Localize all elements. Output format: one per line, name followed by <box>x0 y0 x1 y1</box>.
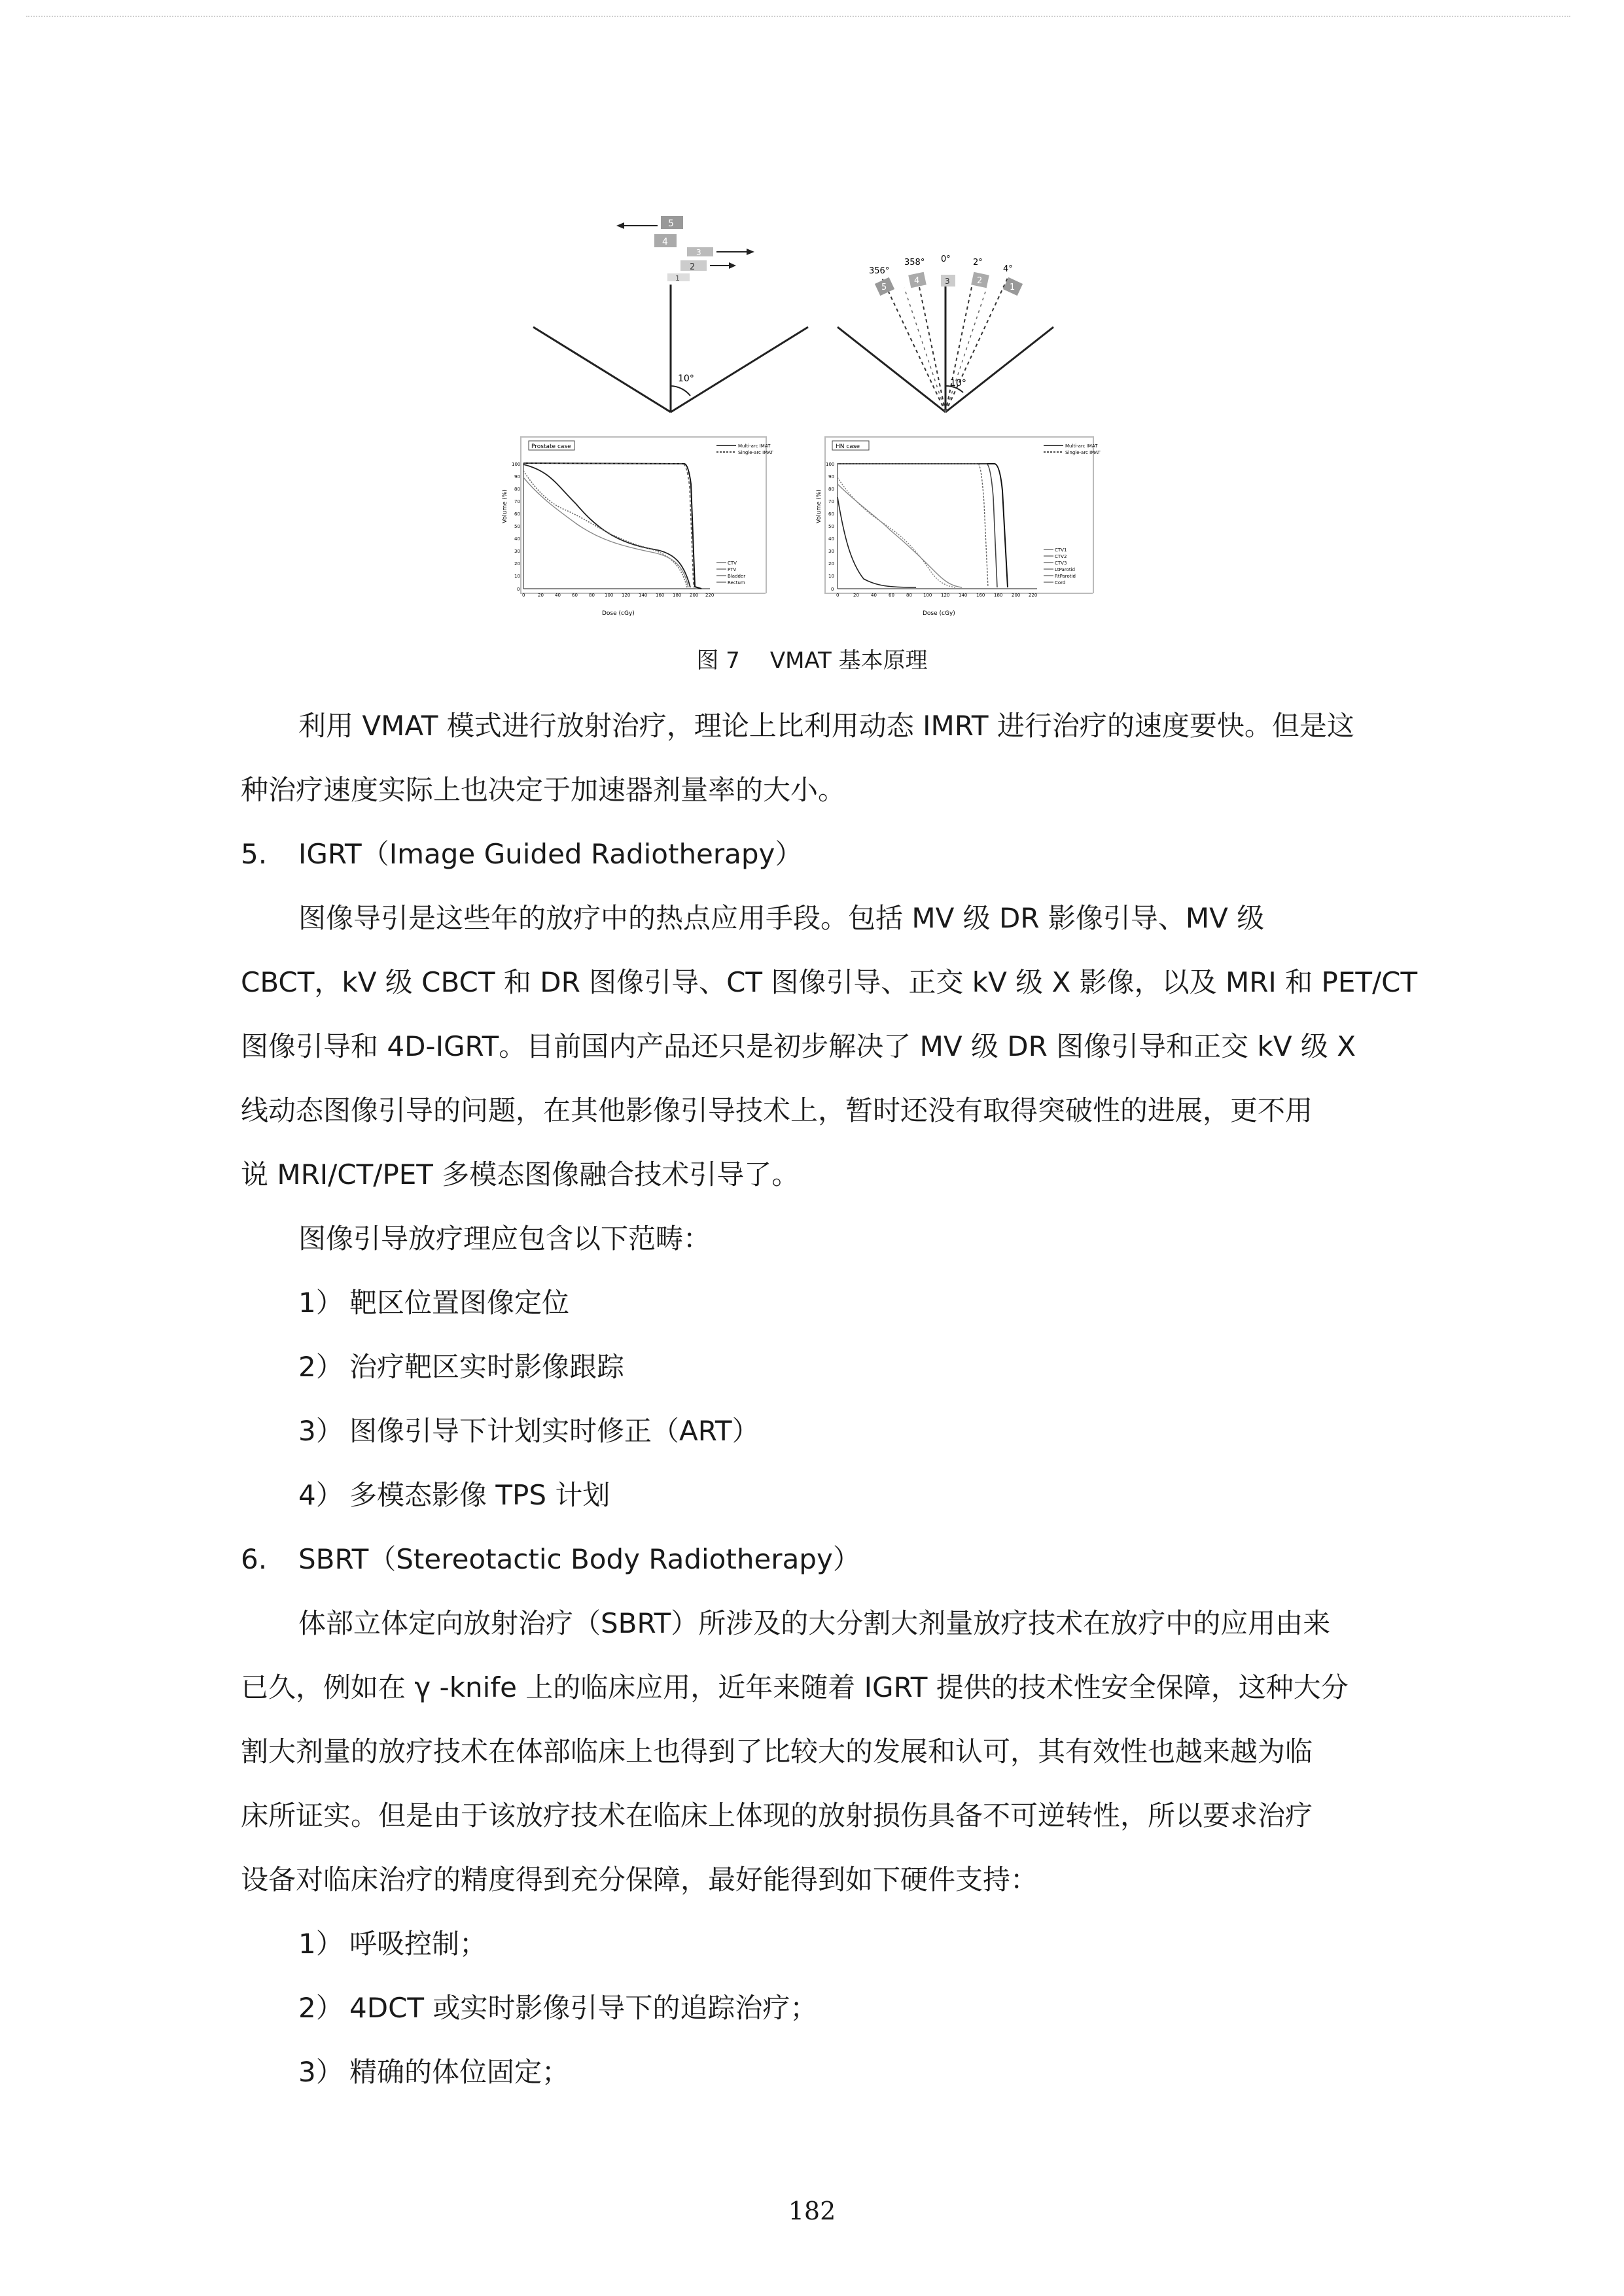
left-ytick-0: 0 <box>517 587 520 592</box>
right-organ-ltparotid: LtParotid <box>1055 567 1075 572</box>
right-xtick-200: 200 <box>1012 593 1021 598</box>
left-legend-single: Single-arc IMAT <box>738 450 773 455</box>
left-dir-label-4: 4 <box>662 237 668 247</box>
list-number: 3） <box>298 1415 344 1447</box>
paragraph-line: CBCT，kV 级 CBCT 和 DR 图像引导、CT 图像引导、正交 kV 级 X 影像，以及 MRI 和 PET/CT <box>241 966 1418 998</box>
left-ytick-40: 40 <box>514 536 520 542</box>
right-ytick-40: 40 <box>828 536 834 542</box>
right-xtick-140: 140 <box>959 593 968 598</box>
left-organ-ctv: CTV <box>728 561 737 566</box>
left-organ-rectum: Rectum <box>728 580 745 585</box>
right-xtick-40: 40 <box>871 593 877 598</box>
left-xtick-120: 120 <box>622 593 631 598</box>
right-ytick-90: 90 <box>828 474 834 479</box>
left-organ-ptv: PTV <box>728 567 737 572</box>
right-legend-single: Single-arc IMAT <box>1065 450 1101 455</box>
right-xtick-120: 120 <box>941 593 950 598</box>
paragraph-line: 说 MRI/CT/PET 多模态图像融合技术引导了。 <box>241 1158 800 1191</box>
list-text: 多模态影像 TPS 计划 <box>349 1479 610 1511</box>
page-number: 182 <box>788 2197 836 2225</box>
left-ytick-100: 100 <box>512 462 521 467</box>
left-xtick-160: 160 <box>656 593 665 598</box>
right-angle-label: 10° <box>950 378 966 389</box>
left-dir-label-3: 3 <box>696 248 701 257</box>
paragraph-line: 图像引导和 4D-IGRT。目前国内产品还只是初步解决了 MV 级 DR 图像引导和正交 kV 级 X <box>241 1030 1356 1062</box>
right-dir-label-2: 2 <box>977 276 983 286</box>
right-ytick-60: 60 <box>828 512 834 517</box>
right-dir-label-3: 3 <box>945 277 950 286</box>
list-text: 图像引导下计划实时修正（ART） <box>349 1415 760 1447</box>
right-dvh-plot <box>816 436 1101 617</box>
right-plot-ylabel: Volume (%) <box>816 489 822 523</box>
list-item <box>0 1348 1624 1387</box>
right-ytick-80: 80 <box>828 487 834 492</box>
right-xtick-160: 160 <box>976 593 985 598</box>
list-text: 精确的体位固定； <box>349 2056 570 2088</box>
vmat-figure <box>458 196 1178 693</box>
right-angle-2: 2° <box>973 258 983 268</box>
list-number: 1） <box>298 1928 344 1960</box>
right-dir-label-5: 5 <box>881 283 887 292</box>
left-dir-label-5: 5 <box>668 218 674 229</box>
right-ytick-50: 50 <box>828 524 834 529</box>
right-ytick-10: 10 <box>828 574 834 579</box>
paragraph-line: 图像引导放疗理应包含以下范畴： <box>298 1223 711 1255</box>
right-ytick-20: 20 <box>828 561 834 566</box>
paragraph-line: 利用 VMAT 模式进行放射治疗，理论上比利用动态 IMRT 进行治疗的速度要快。但是这 <box>298 710 1354 742</box>
left-xtick-40: 40 <box>555 593 561 598</box>
figure-caption-text: VMAT 基本原理 <box>769 648 928 674</box>
right-xtick-0: 0 <box>836 593 839 598</box>
left-xtick-80: 80 <box>589 593 595 598</box>
list-number: 2） <box>298 1351 344 1383</box>
left-legend-multi: Multi-arc IMAT <box>738 444 771 449</box>
right-dir-label-1: 1 <box>1010 283 1015 292</box>
section-title: IGRT（Image Guided Radiotherapy） <box>298 838 803 870</box>
left-plot-xlabel: Dose (cGy) <box>602 610 635 617</box>
figure-caption <box>0 642 1624 674</box>
list-text: 治疗靶区实时影像跟踪 <box>349 1351 625 1383</box>
left-plot-ylabel: Volume (%) <box>502 489 508 523</box>
section-number: 6. <box>241 1543 268 1575</box>
left-ytick-60: 60 <box>514 512 520 517</box>
right-xtick-80: 80 <box>906 593 912 598</box>
left-xtick-220: 220 <box>705 593 715 598</box>
right-angle-4: 4° <box>1003 264 1013 274</box>
left-ytick-50: 50 <box>514 524 520 529</box>
paragraph-line: 床所证实。但是由于该放疗技术在临床上体现的放射损伤具备不可逆转性，所以要求治疗 <box>241 1800 1313 1832</box>
left-arc-diagram <box>533 216 808 412</box>
right-dir-label-4: 4 <box>914 276 920 286</box>
paragraph-line: 种治疗速度实际上也决定于加速器剂量率的大小。 <box>241 774 846 806</box>
list-number: 3） <box>298 2056 344 2088</box>
paragraph-line: 线动态图像引导的问题，在其他影像引导技术上，暂时还没有取得突破性的进展，更不用 <box>241 1094 1313 1126</box>
left-dir-label-2: 2 <box>690 262 696 272</box>
right-xtick-180: 180 <box>994 593 1003 598</box>
list-text: 呼吸控制； <box>349 1928 487 1960</box>
right-ytick-0: 0 <box>831 587 834 592</box>
list-text: 靶区位置图像定位 <box>349 1287 570 1319</box>
left-xtick-180: 180 <box>673 593 682 598</box>
left-plot-title: Prostate case <box>531 444 571 450</box>
list-item <box>0 1989 1624 2028</box>
list-item <box>0 1283 1624 1323</box>
right-ytick-100: 100 <box>826 462 835 467</box>
right-xtick-220: 220 <box>1029 593 1038 598</box>
list-item <box>0 2053 1624 2092</box>
right-angle-356b: 356° <box>869 266 890 276</box>
right-organ-rtparotid: RtParotid <box>1055 574 1076 579</box>
right-plot-title: HN case <box>836 444 860 450</box>
left-xtick-140: 140 <box>639 593 648 598</box>
right-organ-ctv2: CTV2 <box>1055 554 1067 559</box>
left-ytick-30: 30 <box>514 549 520 554</box>
right-xtick-60: 60 <box>889 593 894 598</box>
section-heading-6 <box>0 1540 1624 1579</box>
list-item <box>0 1476 1624 1515</box>
section-heading-5 <box>0 835 1624 874</box>
right-xtick-20: 20 <box>853 593 859 598</box>
left-dvh-plot <box>502 436 773 617</box>
right-xtick-100: 100 <box>923 593 932 598</box>
paragraph-line: 体部立体定向放射治疗（SBRT）所涉及的大分割大剂量放疗技术在放疗中的应用由来 <box>298 1607 1331 1639</box>
right-organ-ctv1: CTV1 <box>1055 548 1067 553</box>
list-item <box>0 1924 1624 1964</box>
list-number: 2） <box>298 1992 344 2024</box>
paragraph-line: 割大剂量的放疗技术在体部临床上也得到了比较大的发展和认可，其有效性也越来越为临 <box>241 1735 1313 1767</box>
right-angle-358: 358° <box>904 258 925 268</box>
right-angle-0: 0° <box>941 254 951 264</box>
left-xtick-0: 0 <box>522 593 525 598</box>
left-ytick-10: 10 <box>514 574 520 579</box>
section-title: SBRT（Stereotactic Body Radiotherapy） <box>298 1543 860 1575</box>
list-text: 4DCT 或实时影像引导下的追踪治疗； <box>349 1992 818 2024</box>
left-xtick-60: 60 <box>572 593 578 598</box>
scan-edge-line <box>26 16 1570 17</box>
left-ytick-80: 80 <box>514 487 520 492</box>
paragraph-line: 设备对临床治疗的精度得到充分保障，最好能得到如下硬件支持： <box>241 1864 1038 1896</box>
right-organ-cord: Cord <box>1055 580 1066 585</box>
list-number: 1） <box>298 1287 344 1319</box>
list-number: 4） <box>298 1479 344 1511</box>
right-ytick-30: 30 <box>828 549 834 554</box>
left-xtick-100: 100 <box>605 593 614 598</box>
right-ytick-70: 70 <box>828 499 834 504</box>
left-ytick-90: 90 <box>514 474 520 479</box>
left-organ-bladder: Bladder <box>728 574 746 579</box>
left-ytick-70: 70 <box>514 499 520 504</box>
paragraph-line: 已久，例如在 γ -knife 上的临床应用，近年来随着 IGRT 提供的技术性安全保障，这种大分 <box>241 1671 1349 1703</box>
right-organ-ctv3: CTV3 <box>1055 561 1067 566</box>
list-item <box>0 1412 1624 1451</box>
left-xtick-200: 200 <box>690 593 699 598</box>
right-arc-diagram <box>838 254 1053 412</box>
right-plot-xlabel: Dose (cGy) <box>923 610 955 617</box>
left-ytick-20: 20 <box>514 561 520 566</box>
left-xtick-20: 20 <box>538 593 544 598</box>
right-legend-multi: Multi-arc IMAT <box>1065 444 1098 449</box>
paragraph-line: 图像导引是这些年的放疗中的热点应用手段。包括 MV 级 DR 影像引导、MV 级 <box>298 902 1265 934</box>
section-number: 5. <box>241 838 268 870</box>
left-angle-label: 10° <box>678 374 694 384</box>
left-dir-label-1: 1 <box>675 274 680 283</box>
figure-caption-number: 图 7 <box>696 648 740 674</box>
